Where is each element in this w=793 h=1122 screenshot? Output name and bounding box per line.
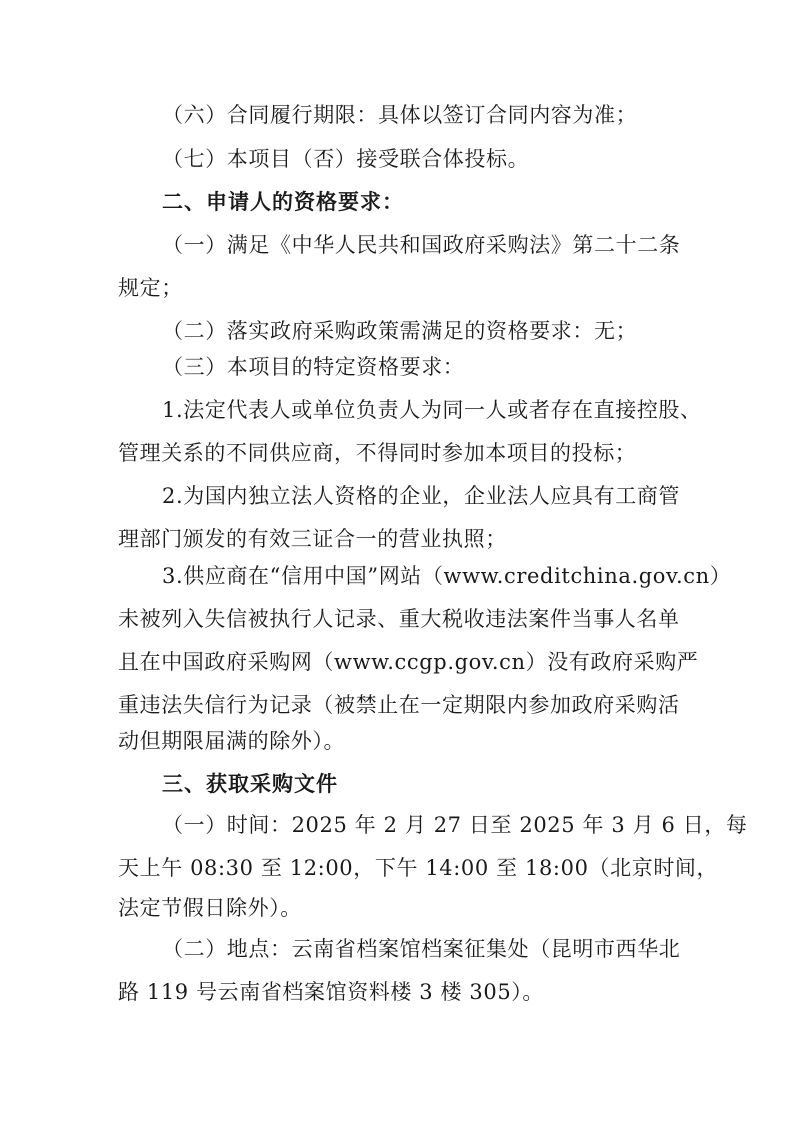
qualification-item-1: （一）满足《中华人民共和国政府采购法》第二十二条 [162,233,681,257]
item-consortium-bid: （七）本项目（否）接受联合体投标。 [162,147,530,171]
specific-requirement-1: 1.法定代表人或单位负责人为同一人或者存在直接控股、 [162,398,702,422]
obtain-time: （一）时间：2025 年 2 月 27 日至 2025 年 3 月 6 日，每 [162,813,748,837]
specific-requirement-3-cont: 动但期限届满的除外）。 [118,729,346,753]
section-heading-qualifications: 二、申请人的资格要求： [162,190,404,214]
specific-requirement-2: 2.为国内独立法人资格的企业，企业法人应具有工商管 [162,484,681,508]
qualification-item-1-cont: 规定； [118,276,183,300]
obtain-time-cont: 法定节假日除外）。 [118,896,302,920]
specific-requirement-3: 3.供应商在“信用中国”网站（www.creditchina.gov.cn） [162,564,732,588]
specific-requirement-3-cont: 重违法失信行为记录（被禁止在一定期限内参加政府采购活 [118,693,680,717]
section-heading-obtain-documents: 三、获取采购文件 [162,772,338,796]
item-contract-period: （六）合同履行期限：具体以签订合同内容为准； [162,103,638,127]
obtain-location-cont: 路 119 号云南省档案馆资料楼 3 楼 305）。 [118,980,545,1004]
specific-requirement-3-cont: 未被列入失信被执行人记录、重大税收违法案件当事人名单 [118,607,680,631]
specific-requirement-1-cont: 管理关系的不同供应商，不得同时参加本项目的投标； [118,441,637,465]
qualification-item-2: （二）落实政府采购政策需满足的资格要求：无； [162,319,638,343]
obtain-location: （二）地点：云南省档案馆档案征集处（昆明市西华北 [162,937,681,961]
obtain-time-cont: 天上午 08:30 至 12:00，下午 14:00 至 18:00（北京时间， [118,856,719,880]
qualification-item-3: （三）本项目的特定资格要求： [162,355,465,379]
specific-requirement-2-cont: 理部门颁发的有效三证合一的营业执照； [118,527,507,551]
specific-requirement-3-cont: 且在中国政府采购网（www.ccgp.gov.cn）没有政府采购严 [118,650,699,674]
